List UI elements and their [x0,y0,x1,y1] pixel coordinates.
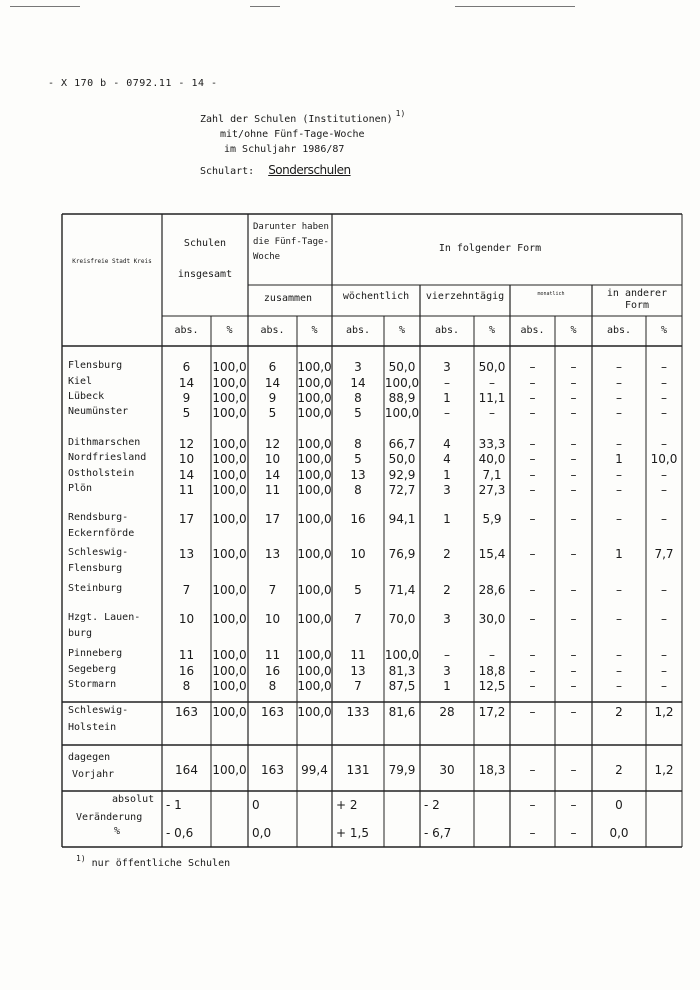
row-value: – [529,376,536,390]
row-value: 3 [443,612,451,626]
row-value: 12 [264,437,281,451]
row-value: – [529,679,536,693]
row-value: 8 [268,679,277,693]
row-value: 100,0 [297,547,332,561]
subheader-abs: abs. [345,325,371,336]
row-value: 33,3 [478,437,506,451]
change-percent-label: % [114,826,121,837]
row-value: 100,0 [297,452,332,466]
row-value: 100,0 [212,376,247,390]
row-value: – [529,360,536,374]
row-value: – [529,512,536,526]
row-value: – [616,679,622,693]
row-value: 27,3 [478,483,506,497]
subheader-abs: abs. [520,325,545,336]
row-value: 100,0 [384,376,420,390]
change-percent-value: - 0,6 [166,826,194,840]
previous-year-value: 163 [261,763,284,777]
total-value: 28 [439,705,455,719]
column-header-form: In folgender Form [438,243,542,254]
row-value: – [529,406,536,420]
heading-line-2: mit/ohne Fünf-Tage-Woche [220,129,365,140]
row-value: 1 [443,679,451,693]
row-value: 100,0 [384,648,420,662]
row-value: – [529,391,536,405]
total-value: 133 [346,705,370,719]
row-value: 100,0 [212,664,247,678]
subheader-monatlich: monatlich [537,291,565,297]
row-value: 100,0 [212,583,247,597]
row-value: 3 [443,483,451,497]
change-absolute-value: - 1 [166,798,182,812]
row-value: 5 [354,452,362,466]
row-label: Flensburg [68,360,123,371]
column-header-darunter: Darunter haben die Fünf-Tage-Woche [253,222,329,262]
row-value: 14 [178,468,195,482]
row-value: – [444,406,450,420]
row-value: 100,0 [212,679,247,693]
row-value: 100,0 [297,483,332,497]
row-value: 100,0 [297,512,332,526]
row-value: – [616,583,622,597]
row-value: 11 [264,648,281,662]
row-value: 9 [182,391,191,405]
row-value: 10 [350,547,366,561]
column-header-insgesamt: insgesamt [177,269,233,280]
row-value: 30,0 [478,612,506,626]
change-absolute-value: 0 [615,798,623,812]
row-value: 76,9 [388,547,416,561]
change-percent-value: – [570,826,577,840]
row-value: 11,1 [478,391,506,405]
row-value: – [661,376,667,390]
row-value: 8 [354,391,362,405]
row-value: – [570,452,577,466]
row-label: Schleswig- [68,547,129,558]
total-value: 2 [615,705,623,719]
footnote-text: nur öffentliche Schulen [91,858,231,869]
row-value: 40,0 [478,452,506,466]
row-value: – [570,437,577,451]
row-value: – [570,391,577,405]
subheader-abs: abs. [606,325,632,336]
previous-year-value: 131 [346,763,370,777]
column-header-kreis: Kreisfreie Stadt Kreis [72,258,152,265]
row-value: – [616,512,622,526]
row-value: – [616,406,622,420]
row-label: Kiel [68,376,93,387]
row-value: 14 [350,376,366,390]
change-percent-value: 0,0 [609,826,629,840]
subheader-percent: % [226,325,233,336]
schulart-label: Schulart: [200,166,255,177]
row-value: – [570,406,577,420]
row-value: – [616,483,622,497]
row-value: 11 [178,483,195,497]
row-value: – [444,648,450,662]
row-value: 72,7 [388,483,416,497]
row-value: – [489,648,495,662]
subheader-percent: % [570,325,577,336]
row-value: 100,0 [297,406,332,420]
row-value: – [529,483,536,497]
row-value: 13 [350,468,366,482]
row-value: 11 [264,483,281,497]
row-value: 3 [443,360,451,374]
row-value: 13 [350,664,366,678]
row-value: 94,1 [388,512,416,526]
row-value: 4 [443,437,451,451]
row-value: 6 [182,360,191,374]
row-value: 11 [350,648,366,662]
total-value: – [529,705,536,719]
row-value: 16 [178,664,195,678]
row-label: Lübeck [68,391,105,402]
row-value: 5 [182,406,191,420]
row-value: – [661,612,667,626]
row-value: 2 [443,583,451,597]
row-value: – [616,664,622,678]
previous-year-value: 1,2 [654,763,674,777]
row-value: 8 [354,437,362,451]
total-label-continued: Holstein [68,722,117,733]
row-label-continued: Eckernförde [68,528,135,539]
row-value: 16 [350,512,366,526]
row-value: 66,7 [388,437,416,451]
row-value: 100,0 [297,376,332,390]
row-value: 3 [354,360,362,374]
row-label: Hzgt. Lauen- [68,612,141,623]
subheader-abs: abs. [434,325,460,336]
change-percent-value: – [529,826,536,840]
row-value: – [616,360,622,374]
row-value: – [661,679,667,693]
row-value: 100,0 [212,360,247,374]
row-value: – [529,664,536,678]
row-value: 10 [264,452,281,466]
total-value: 100,0 [212,705,247,719]
row-value: 5,9 [482,512,502,526]
total-value: 17,2 [478,705,506,719]
row-value: 100,0 [384,406,420,420]
row-value: 10 [178,452,195,466]
subheader-percent: % [488,325,496,336]
row-value: 15,4 [478,547,506,561]
subheader-percent: % [311,325,318,336]
row-value: – [444,376,450,390]
total-value: – [570,705,577,719]
row-value: 14 [264,376,281,390]
row-value: 16 [264,664,281,678]
row-value: 7 [354,612,362,626]
previous-year-value: 79,9 [388,763,416,777]
row-label: Plön [68,483,93,494]
row-value: 92,9 [388,468,416,482]
row-value: – [616,468,622,482]
subheader-anderer-form: in anderer Form [606,288,668,311]
previous-year-value: – [529,763,536,777]
row-value: 50,0 [388,360,416,374]
row-value: – [529,452,536,466]
row-label: Dithmarschen [68,437,141,448]
row-value: 100,0 [212,483,247,497]
row-value: 7,7 [654,547,674,561]
footnote [76,854,231,869]
row-value: 100,0 [297,437,332,451]
previous-year-label: dagegen [68,752,111,763]
total-value: 163 [175,705,198,719]
row-value: 8 [354,483,362,497]
row-value: 12 [178,437,195,451]
row-value: 100,0 [212,612,247,626]
row-value: – [570,664,577,678]
column-header-schulen: Schulen [183,238,227,249]
row-value: 2 [443,547,451,561]
row-value: – [661,468,667,482]
row-value: – [529,583,536,597]
row-value: 100,0 [297,679,332,693]
row-value: 6 [268,360,277,374]
row-value: – [661,648,667,662]
change-absolute-value: + 2 [336,798,358,812]
row-value: 70,0 [388,612,416,626]
row-value: 7 [268,583,277,597]
row-value: 100,0 [297,583,332,597]
total-value: 100,0 [297,705,332,719]
row-value: 100,0 [297,391,332,405]
row-value: 4 [443,452,451,466]
row-value: 100,0 [297,648,332,662]
row-value: 100,0 [212,437,247,451]
heading-line-1: Zahl der Schulen (Institutionen) [200,114,393,125]
row-value: – [616,612,622,626]
total-label: Schleswig- [68,705,129,716]
row-label: Pinneberg [68,648,123,659]
row-value: 100,0 [297,360,332,374]
row-value: 81,3 [388,664,416,678]
previous-year-value: 99,4 [301,763,328,777]
total-value: 81,6 [388,705,416,719]
row-value: 7 [354,679,362,693]
row-label: Rendsburg- [68,512,129,523]
row-value: – [570,648,577,662]
footnote-marker: 1) [395,109,406,118]
row-value: – [529,547,536,561]
row-value: – [570,583,577,597]
row-value: 100,0 [212,468,247,482]
row-value: 50,0 [388,452,416,466]
row-value: 8 [182,679,191,693]
row-value: 14 [178,376,195,390]
change-label: Veränderung [76,812,143,823]
previous-year-value: 2 [615,763,623,777]
row-label: Nordfriesland [68,452,147,463]
row-value: – [529,648,536,662]
row-value: 100,0 [212,406,247,420]
row-value: 12,5 [478,679,506,693]
row-value: – [661,406,667,420]
row-label: Ostholstein [68,468,135,479]
row-value: 13 [264,547,281,561]
row-value: 28,6 [478,583,506,597]
previous-year-value: 100,0 [212,763,247,777]
row-value: 5 [354,583,362,597]
row-value: 10,0 [650,452,678,466]
row-value: 14 [264,468,281,482]
row-value: 100,0 [212,648,247,662]
row-value: – [570,612,577,626]
row-value: – [616,648,622,662]
footnote-marker: 1) [76,854,86,863]
row-value: 87,5 [388,679,416,693]
total-value: 163 [261,705,284,719]
row-value: 17 [264,512,281,526]
row-value: – [661,664,667,678]
previous-year-value: 18,3 [478,763,506,777]
row-value: 10 [264,612,281,626]
previous-year-value: 30 [439,763,455,777]
row-value: 100,0 [212,391,247,405]
row-value: 1 [615,547,623,561]
row-value: 100,0 [297,664,332,678]
row-value: – [661,437,667,451]
row-value: – [661,583,667,597]
row-value: 7,1 [482,468,502,482]
row-label: Stormarn [68,679,117,690]
subheader-abs: abs. [174,325,199,336]
row-value: – [570,547,577,561]
subheader-abs: abs. [260,325,285,336]
row-value: 18,8 [478,664,506,678]
row-value: – [570,679,577,693]
row-value: 10 [178,612,195,626]
subheader-percent: % [660,325,668,336]
heading-line-3: im Schuljahr 1986/87 [224,144,345,155]
row-value: – [570,468,577,482]
row-value: – [616,376,622,390]
row-value: – [661,360,667,374]
row-value: 17 [178,512,195,526]
previous-year-value: – [570,763,577,777]
row-value: 50,0 [478,360,506,374]
schulart-value: Sonderschulen [268,163,351,177]
previous-year-label-continued: Vorjahr [72,769,115,780]
row-value: 100,0 [212,512,247,526]
row-value: – [661,391,667,405]
row-value: – [661,512,667,526]
row-value: 7 [182,583,191,597]
row-value: – [489,376,495,390]
row-value: – [616,391,622,405]
row-value: – [570,360,577,374]
row-value: – [570,376,577,390]
row-value: 3 [443,664,451,678]
row-label: Segeberg [68,664,117,675]
row-value: 100,0 [212,547,247,561]
row-value: 5 [268,406,277,420]
row-label: Steinburg [68,583,123,594]
row-value: 1 [443,391,451,405]
change-percent-value: 0,0 [252,826,272,840]
row-label-continued: burg [68,628,93,639]
change-absolute-value: – [570,798,577,812]
row-value: 1 [615,452,623,466]
change-percent-value: - 6,7 [424,826,452,840]
change-absolute-value: 0 [252,798,260,812]
row-value: 71,4 [388,583,416,597]
change-absolute-value: - 2 [424,798,440,812]
row-value: 1 [443,468,451,482]
total-value: 1,2 [654,705,674,719]
subheader-woechentlich: wöchentlich [342,291,410,302]
row-value: 100,0 [297,468,332,482]
row-label: Neumünster [68,406,129,417]
row-value: – [570,483,577,497]
row-value: 100,0 [212,452,247,466]
row-value: – [529,437,536,451]
row-value: 100,0 [297,612,332,626]
row-label-continued: Flensburg [68,563,123,574]
row-value: – [489,406,495,420]
change-absolute-value: – [529,798,536,812]
row-value: 13 [178,547,195,561]
subheader-vierzehntaegig: vierzehntägig [425,291,505,302]
row-value: 11 [178,648,195,662]
subheader-zusammen: zusammen [263,293,313,304]
row-value: 1 [443,512,451,526]
row-value: 5 [354,406,362,420]
row-value: – [529,468,536,482]
row-value: – [616,437,622,451]
row-value: 9 [268,391,277,405]
row-value: 88,9 [388,391,416,405]
row-value: – [529,612,536,626]
document-reference: - X 170 b - 0792.11 - 14 - [48,78,218,89]
row-value: – [570,512,577,526]
subheader-percent: % [398,325,406,336]
change-percent-value: + 1,5 [336,826,369,840]
previous-year-value: 164 [175,763,198,777]
row-value: – [661,483,667,497]
change-absolute-label: absolut [112,794,155,805]
